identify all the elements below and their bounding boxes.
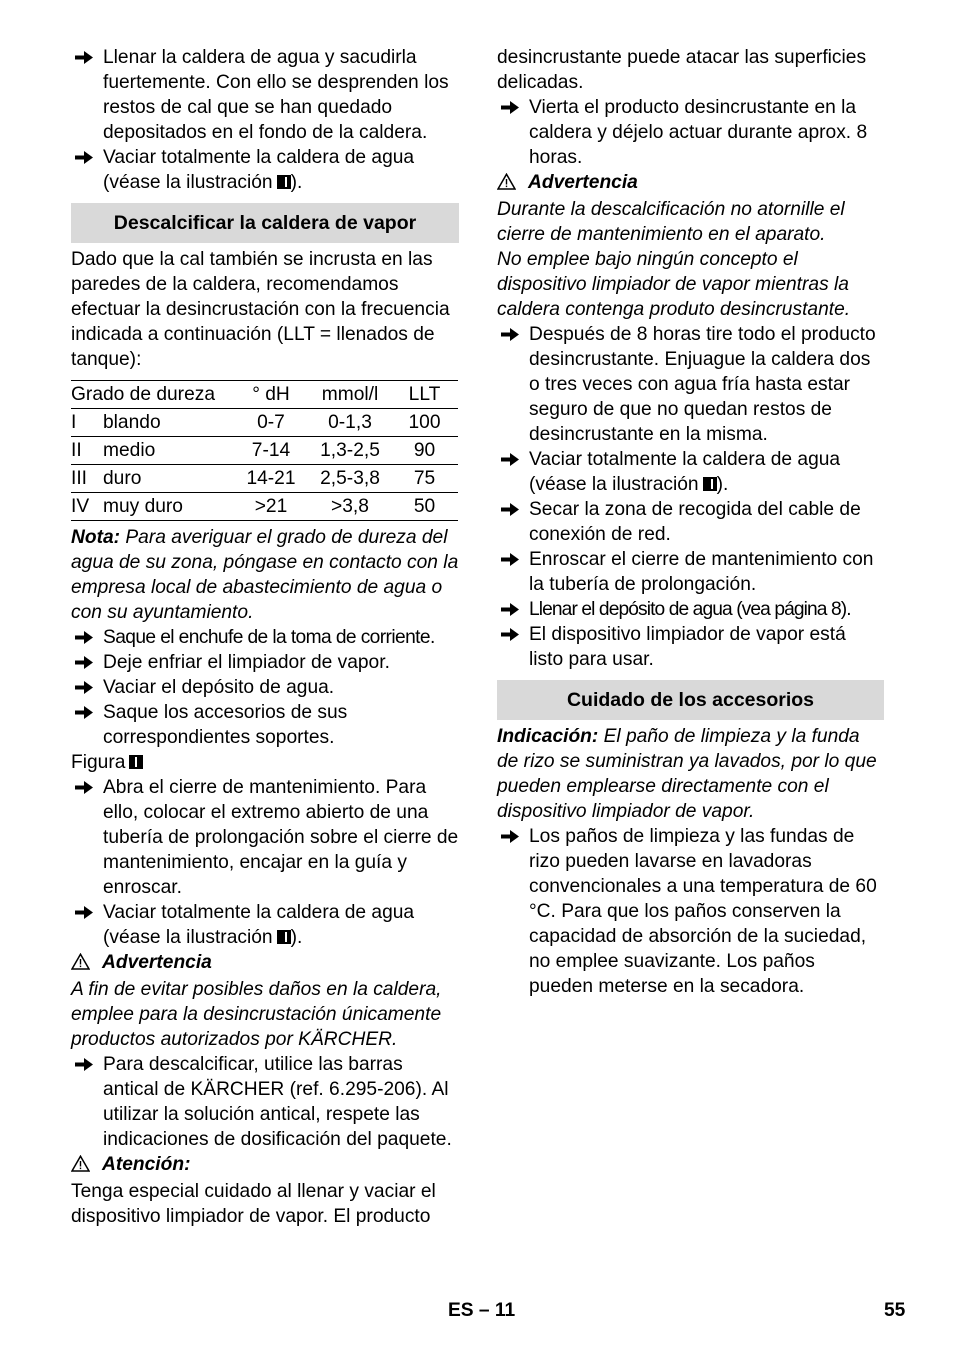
- arrow-right-icon: [501, 597, 519, 617]
- figure-j-icon: [277, 930, 291, 944]
- arrow-right-icon: [75, 700, 93, 720]
- table-row: [71, 409, 458, 437]
- table-cell: muy duro: [103, 496, 183, 517]
- intro-paragraph: Dado que la cal también se incrusta en las paredes de la caldera, recomendamos efectuar la desincrustación con la frecuencia indicada a continuación (LLT = llenados de tanque):: [71, 249, 450, 370]
- attention-text: Tenga especial cuidado al llenar y vaciar el dispositivo limpiador de vapor. El producto: [71, 1181, 436, 1227]
- arrow-right-icon: [501, 622, 519, 642]
- table-row: [71, 465, 458, 493]
- arrow-right-icon: [75, 650, 93, 670]
- arrow-right-icon: [501, 447, 519, 467]
- arrow-right-icon: [75, 775, 93, 795]
- table-cell: medio: [103, 440, 156, 461]
- left-column: [71, 45, 459, 1229]
- table-cell: 50: [413, 496, 436, 517]
- footer-section-label: ES – 11: [448, 1300, 516, 1321]
- list-item: Para descalcificar, utilice las barras antical de KÄRCHER (ref. 6.295-206). Al utilizar la solución antical, respete las indicaciones de dosificación del paquete.: [71, 1052, 459, 1152]
- table-cell: IV: [71, 496, 90, 517]
- list-item: Saque los accesorios de sus correspondientes soportes.: [71, 700, 459, 750]
- warning-text: No emplee bajo ningún concepto el dispositivo limpiador de vapor mientras la caldera contenga produto desincrustante.: [497, 249, 851, 320]
- arrow-right-icon: [501, 547, 519, 567]
- table-cell: >3,8: [331, 496, 369, 517]
- table-cell: 100: [408, 412, 441, 433]
- table-header: Grado de dureza: [71, 384, 215, 405]
- table-cell: II: [71, 440, 82, 461]
- warning-triangle-icon: [497, 172, 516, 197]
- arrow-right-icon: [501, 497, 519, 517]
- indication-paragraph: Indicación: El paño de limpieza y la funda de rizo se suministran ya lavados, por lo que pueden emplearse directamente con el dispositivo limpiador de vapor.: [497, 726, 877, 822]
- table-cell: 90: [413, 440, 436, 461]
- figure-i-icon: [129, 755, 143, 769]
- table-header: ° dH: [252, 384, 290, 405]
- page-number: 55: [884, 1300, 906, 1321]
- table-row: [71, 493, 458, 521]
- table-cell: 0-7: [257, 412, 285, 433]
- warning-title: Advertencia: [497, 170, 884, 197]
- list-item: Vierta el producto desincrustante en la caldera y déjelo actuar durante aprox. 8 horas.: [497, 95, 884, 170]
- list-item: Los paños de limpieza y las fundas de rizo pueden lavarse en lavadoras convencionales a una temperatura de 60 °C. Para que los paños conserven la capacidad de absorción de la suciedad, no emplee suavizante. Los paños pueden meterse en la secadora.: [497, 824, 884, 999]
- arrow-right-icon: [75, 900, 93, 920]
- table-cell: 14-21: [246, 468, 296, 489]
- table-header: LLT: [408, 384, 441, 405]
- table-header: mmol/l: [321, 384, 379, 405]
- table-cell: 1,3-2,5: [320, 440, 380, 461]
- list-item: El dispositivo limpiador de vapor está listo para usar.: [497, 622, 884, 672]
- list-item: Saque el enchufe de la toma de corriente.: [71, 625, 459, 650]
- arrow-right-icon: [75, 625, 93, 645]
- list-item: Abra el cierre de mantenimiento. Para ello, colocar el extremo abierto de una tubería de prolongación sobre el cierre de mantenimiento, encajar en la guía y enroscar.: [71, 775, 459, 900]
- list-item: Vaciar totalmente la caldera de agua (véase la ilustración ).: [71, 145, 459, 195]
- table-cell: blando: [103, 412, 161, 433]
- list-item: Llenar el depósito de agua (vea página 8).: [497, 597, 884, 622]
- list-item: Vaciar totalmente la caldera de agua (véase la ilustración ).: [71, 900, 459, 950]
- section-heading: Cuidado de los accesorios: [497, 680, 884, 720]
- table-cell: III: [71, 468, 87, 489]
- list-item: Enroscar el cierre de mantenimiento con la tubería de prolongación.: [497, 547, 884, 597]
- arrow-right-icon: [75, 1052, 93, 1072]
- warning-triangle-icon: [71, 1154, 90, 1179]
- table-cell: 75: [413, 468, 436, 489]
- list-item: Vaciar el depósito de agua.: [71, 675, 459, 700]
- table-header-row: [71, 381, 458, 409]
- warning-title: Advertencia: [71, 950, 459, 977]
- figure-j-icon: [703, 477, 717, 491]
- table-cell: 0-1,3: [328, 412, 372, 433]
- figure-reference: Figura: [71, 750, 459, 775]
- warning-triangle-icon: [71, 952, 90, 977]
- list-item: Llenar la caldera de agua y sacudirla fuertemente. Con ello se desprenden los restos de cal que se han quedado depositados en el fondo de la caldera.: [71, 45, 459, 145]
- continued-text: desincrustante puede atacar las superficies delicadas.: [497, 47, 867, 93]
- table-cell: >21: [254, 496, 288, 517]
- right-column: [497, 45, 884, 999]
- list-item: Secar la zona de recogida del cable de conexión de red.: [497, 497, 884, 547]
- table-cell: duro: [103, 468, 142, 489]
- table-row: [71, 437, 458, 465]
- arrow-right-icon: [501, 322, 519, 342]
- figure-j-icon: [277, 175, 291, 189]
- table-cell: 7-14: [251, 440, 291, 461]
- arrow-right-icon: [501, 824, 519, 844]
- hardness-table: [71, 380, 458, 521]
- list-item: Después de 8 horas tire todo el producto desincrustante. Enjuague la caldera dos o tres veces con agua fría hasta estar seguro de que no quedan restos de desincrustante en la misma.: [497, 322, 884, 447]
- table-cell: I: [71, 412, 77, 433]
- arrow-right-icon: [75, 145, 93, 165]
- attention-title: Atención:: [71, 1152, 459, 1179]
- list-item: Deje enfriar el limpiador de vapor.: [71, 650, 459, 675]
- note-paragraph: Nota: Para averiguar el grado de dureza del agua de su zona, póngase en contacto con la empresa local de abastecimiento de agua o con su ayuntamiento.: [71, 527, 459, 623]
- arrow-right-icon: [75, 675, 93, 695]
- arrow-right-icon: [501, 95, 519, 115]
- section-heading: Descalcificar la caldera de vapor: [71, 203, 459, 243]
- warning-text: A fin de evitar posibles daños en la caldera, emplee para la desincrustación únicamente productos autorizados por KÄRCHER.: [71, 979, 442, 1050]
- list-item: Vaciar totalmente la caldera de agua (véase la ilustración ).: [497, 447, 884, 497]
- arrow-right-icon: [75, 45, 93, 65]
- warning-text: Durante la descalcificación no atornille el cierre de mantenimiento en el aparato.: [497, 199, 845, 245]
- table-cell: 2,5-3,8: [320, 468, 380, 489]
